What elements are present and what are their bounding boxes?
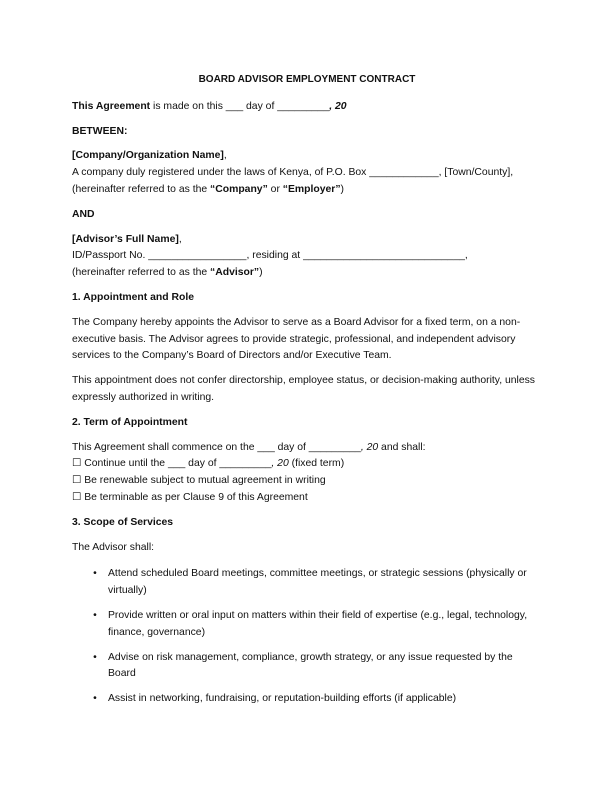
commence-pre: This Agreement shall commence on the ___ day of _________ bbox=[72, 441, 361, 453]
advisor-name-suffix: , bbox=[178, 233, 182, 245]
company-name-placeholder: [Company/Organization Name] bbox=[72, 150, 224, 162]
company-registration-line: A company duly registered under the laws of Kenya, of P.O. Box ____________, [Town/County], bbox=[72, 167, 514, 179]
advisor-name-placeholder: [Advisor’s Full Name] bbox=[72, 233, 179, 245]
checkbox-renewable[interactable]: ☐ Be renewable subject to mutual agreement in writing bbox=[72, 475, 326, 487]
service-text: Attend scheduled Board meetings, committee meetings, or strategic sessions (physically or virtually) bbox=[108, 568, 527, 597]
and-label: AND bbox=[72, 208, 95, 220]
advisor-id-line: ID/Passport No. _________________, residing at ____________________________, bbox=[72, 250, 468, 262]
section-2-heading: 2. Term of Appointment bbox=[72, 416, 188, 428]
intro-year: , 20 bbox=[329, 100, 347, 112]
company-ref-pre: (hereinafter referred to as the bbox=[72, 183, 211, 195]
service-text: Assist in networking, fundraising, or reputation-building efforts (if applicable) bbox=[108, 693, 457, 705]
section-1-para-2: This appointment does not confer directorship, employee status, or decision-making authority, unless expressly authorized in writing. bbox=[72, 375, 536, 403]
fixed-term-year: , 20 bbox=[271, 458, 289, 470]
advisor-term: “Advisor” bbox=[210, 267, 260, 279]
list-item bbox=[72, 650, 542, 684]
company-ref-post: ) bbox=[340, 183, 345, 195]
service-text: Advise on risk management, compliance, growth strategy, or any issue requested by the Board bbox=[108, 651, 513, 680]
section-3-heading: 3. Scope of Services bbox=[72, 516, 174, 528]
services-list bbox=[72, 566, 542, 708]
between-label: BETWEEN: bbox=[72, 125, 128, 137]
employer-term: “Employer” bbox=[282, 183, 341, 195]
list-item bbox=[72, 608, 542, 642]
company-reference-line bbox=[72, 182, 542, 199]
checkbox-fixed-term[interactable] bbox=[72, 456, 542, 473]
advisor-ref-pre: (hereinafter referred to as the bbox=[72, 267, 211, 279]
section-3-intro: The Advisor shall: bbox=[72, 541, 155, 553]
checkbox-terminable[interactable]: ☐ Be terminable as per Clause 9 of this Agreement bbox=[72, 491, 308, 503]
term-options bbox=[72, 440, 542, 507]
list-item bbox=[72, 566, 542, 600]
advisor-ref-post: ) bbox=[259, 267, 263, 279]
advisor-party-block bbox=[72, 232, 542, 282]
document-title: BOARD ADVISOR EMPLOYMENT CONTRACT bbox=[198, 74, 416, 85]
contract-page bbox=[72, 68, 542, 716]
fixed-term-post: (fixed term) bbox=[288, 458, 345, 470]
commence-year: , 20 bbox=[360, 441, 379, 453]
bullet-icon: • bbox=[93, 693, 97, 705]
section-1-heading: 1. Appointment and Role bbox=[72, 291, 194, 303]
intro-lead: This Agreement bbox=[72, 100, 151, 112]
bullet-icon: • bbox=[93, 568, 97, 580]
fixed-term-pre: ☐ Continue until the ___ day of _________ bbox=[72, 458, 272, 470]
service-text: Provide written or oral input on matters within their field of expertise (e.g., legal, technology, finance, governance) bbox=[108, 609, 528, 638]
agreement-intro bbox=[72, 99, 542, 116]
bullet-icon: • bbox=[93, 651, 97, 663]
section-1-para-1: The Company hereby appoints the Advisor to serve as a Board Advisor for a fixed term, on a non-executive basis. The Advisor agrees to provide strategic, professional, and independent advisory services to the Company’s Board of Directors and/or Executive Team. bbox=[72, 316, 521, 362]
commence-line bbox=[72, 440, 542, 457]
company-term: “Company” bbox=[210, 183, 268, 195]
advisor-reference-line bbox=[72, 265, 542, 282]
list-item bbox=[72, 691, 542, 708]
intro-text: is made on this ___ day of _________ bbox=[150, 100, 330, 112]
bullet-icon: • bbox=[93, 609, 97, 621]
company-party-block bbox=[72, 148, 542, 198]
commence-post: and shall: bbox=[378, 441, 426, 453]
company-ref-or: or bbox=[267, 183, 283, 195]
company-name-suffix: , bbox=[223, 150, 227, 162]
